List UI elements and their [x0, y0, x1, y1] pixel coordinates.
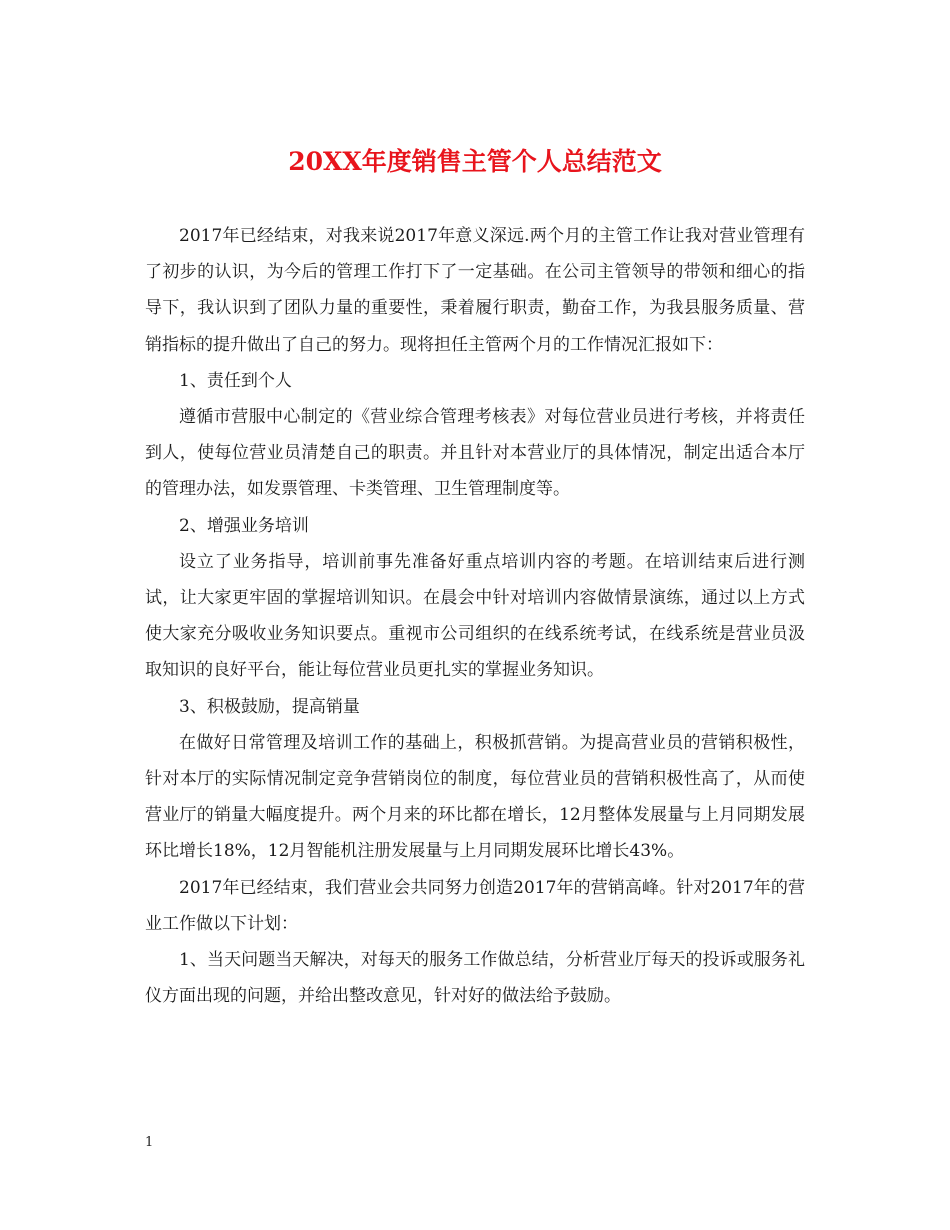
paragraph-section-1: 遵循市营服中心制定的《营业综合管理考核表》对每位营业员进行考核，并将责任到人，使每位营业员清楚自己的职责。并且针对本营业厅的具体情况，制定出适合本厅的管理办法，如发票管理、卡类管理、卫生管理制度等。 [145, 407, 805, 500]
section-heading-1: 1、责任到个人 [179, 370, 292, 391]
section-heading-2: 2、增强业务培训 [179, 515, 309, 536]
paragraph-section-2: 设立了业务指导，培训前事先准备好重点培训内容的考题。在培训结束后进行测试，让大家更牢固的掌握培训知识。在晨会中针对培训内容做情景演练，通过以上方式使大家充分吸收业务知识要点。重视市公司组织的在线系统考试，在线系统是营业员汲取知识的良好平台，能让每位营业员更扎实的掌握业务知识。 [145, 551, 805, 681]
paragraph-section-3: 在做好日常管理及培训工作的基础上，积极抓营销。为提高营业员的营销积极性，针对本厅的实际情况制定竞争营销岗位的制度，每位营业员的营销积极性高了，从而使营业厅的销量大幅度提升。两个月来的环比都在增长，12月整体发展量与上月同期发展环比增长18%，12月智能机注册发展量与上月同期发展环比增长43%。 [145, 732, 805, 862]
document-title: 20XX年度销售主管个人总结范文 [288, 147, 662, 176]
paragraph-intro: 2017年已经结束，对我来说2017年意义深远.两个月的主管工作让我对营业管理有了初步的认识，为今后的管理工作打下了一定基础。在公司主管领导的带领和细心的指导下，我认识到了团队力量的重要性，秉着履行职责，勤奋工作，为我县服务质量、营销指标的提升做出了自己的努力。现将担任主管两个月的工作情况汇报如下： [145, 226, 805, 355]
section-heading-3: 3、积极鼓励，提高销量 [179, 696, 360, 717]
page-number: 1 [145, 1135, 154, 1150]
paragraph-plan-item-1: 1、当天问题当天解决，对每天的服务工作做总结，分析营业厅每天的投诉或服务礼仪方面出现的问题，并给出整改意见，针对好的做法给予鼓励。 [145, 950, 805, 1007]
document-body [145, 218, 805, 1014]
paragraph-plan-intro: 2017年已经结束，我们营业会共同努力创造2017年的营销高峰。针对2017年的营业工作做以下计划： [145, 877, 805, 934]
